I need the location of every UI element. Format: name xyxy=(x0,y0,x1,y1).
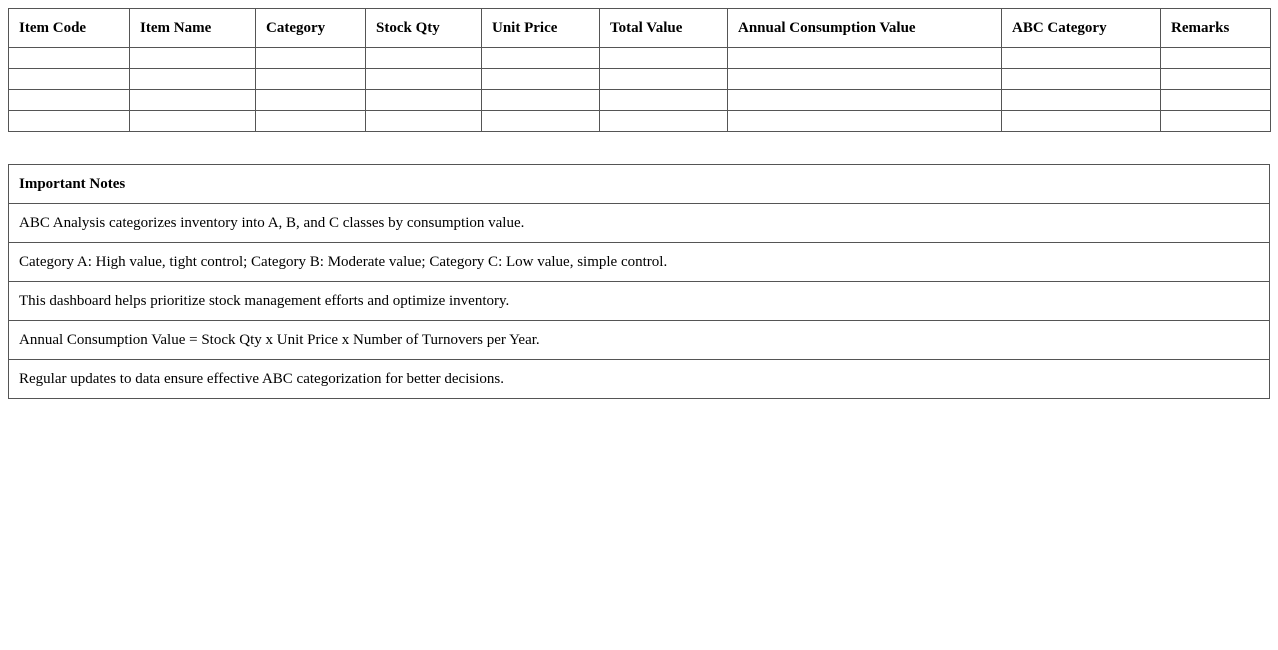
table-cell[interactable] xyxy=(9,90,130,111)
table-cell[interactable] xyxy=(728,69,1002,90)
table-cell[interactable] xyxy=(1161,111,1271,132)
table-cell[interactable] xyxy=(256,90,366,111)
table-cell[interactable] xyxy=(482,48,600,69)
page-content xyxy=(8,8,1270,399)
table-cell[interactable] xyxy=(600,48,728,69)
table-row xyxy=(9,90,1271,111)
header-stock-qty: Stock Qty xyxy=(366,9,482,48)
table-cell[interactable] xyxy=(728,111,1002,132)
note-row xyxy=(9,204,1270,243)
table-cell[interactable] xyxy=(600,90,728,111)
table-cell[interactable] xyxy=(600,69,728,90)
note-text: Annual Consumption Value = Stock Qty x Unit Price x Number of Turnovers per Year. xyxy=(9,321,1270,360)
table-cell[interactable] xyxy=(482,69,600,90)
header-annual-consumption-value: Annual Consumption Value xyxy=(728,9,1002,48)
table-cell[interactable] xyxy=(9,69,130,90)
table-cell[interactable] xyxy=(256,69,366,90)
table-cell[interactable] xyxy=(1002,48,1161,69)
table-cell[interactable] xyxy=(366,90,482,111)
header-item-name: Item Name xyxy=(130,9,256,48)
table-cell[interactable] xyxy=(1002,69,1161,90)
note-row xyxy=(9,321,1270,360)
note-text: Regular updates to data ensure effective ABC categorization for better decisions. xyxy=(9,360,1270,399)
notes-heading-row xyxy=(9,165,1270,204)
table-cell[interactable] xyxy=(1161,69,1271,90)
note-text: ABC Analysis categorizes inventory into A, B, and C classes by consumption value. xyxy=(9,204,1270,243)
table-cell[interactable] xyxy=(366,48,482,69)
table-cell[interactable] xyxy=(482,90,600,111)
header-abc-category: ABC Category xyxy=(1002,9,1161,48)
note-row xyxy=(9,243,1270,282)
table-row xyxy=(9,111,1271,132)
inventory-table xyxy=(8,8,1271,132)
note-text: This dashboard helps prioritize stock management efforts and optimize inventory. xyxy=(9,282,1270,321)
table-cell[interactable] xyxy=(130,48,256,69)
inventory-table-body xyxy=(9,48,1271,132)
header-total-value: Total Value xyxy=(600,9,728,48)
table-cell[interactable] xyxy=(728,48,1002,69)
header-row xyxy=(9,9,1271,48)
table-cell[interactable] xyxy=(1002,111,1161,132)
table-cell[interactable] xyxy=(366,111,482,132)
note-row xyxy=(9,282,1270,321)
table-cell[interactable] xyxy=(1002,90,1161,111)
header-item-code: Item Code xyxy=(9,9,130,48)
table-row xyxy=(9,48,1271,69)
table-cell[interactable] xyxy=(482,111,600,132)
table-cell[interactable] xyxy=(1161,90,1271,111)
table-cell[interactable] xyxy=(9,48,130,69)
table-cell[interactable] xyxy=(9,111,130,132)
table-cell[interactable] xyxy=(728,90,1002,111)
table-cell[interactable] xyxy=(130,90,256,111)
note-text: Category A: High value, tight control; Category B: Moderate value; Category C: Low value, simple control. xyxy=(9,243,1270,282)
table-cell[interactable] xyxy=(366,69,482,90)
table-cell[interactable] xyxy=(130,111,256,132)
header-unit-price: Unit Price xyxy=(482,9,600,48)
table-cell[interactable] xyxy=(256,111,366,132)
table-row xyxy=(9,69,1271,90)
table-cell[interactable] xyxy=(1161,48,1271,69)
table-cell[interactable] xyxy=(600,111,728,132)
header-category: Category xyxy=(256,9,366,48)
notes-heading: Important Notes xyxy=(9,165,1270,204)
table-cell[interactable] xyxy=(256,48,366,69)
table-cell[interactable] xyxy=(130,69,256,90)
header-remarks: Remarks xyxy=(1161,9,1271,48)
notes-table xyxy=(8,164,1270,399)
note-row xyxy=(9,360,1270,399)
